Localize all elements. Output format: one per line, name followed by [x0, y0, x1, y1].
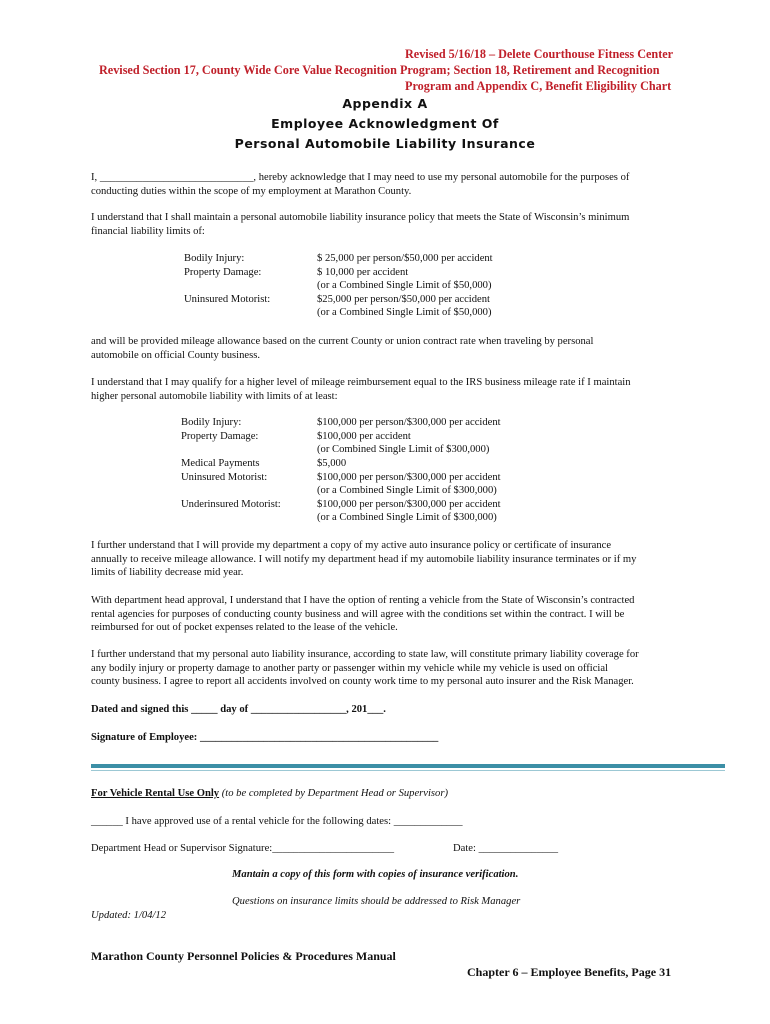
- paragraph-line: annually to receive mileage allowance. I will notify my department head if my automobile liability insurance terminates or if my: [91, 553, 637, 565]
- dated-signed-line[interactable]: Dated and signed this _____ day of __________________, 201___.: [91, 704, 386, 715]
- paragraph-line: I understand that I shall maintain a personal automobile liability insurance policy that meets the State of Wisconsin’s minimum: [91, 212, 630, 223]
- min-bodily-injury-label: Bodily Injury:: [184, 253, 245, 264]
- revision-line-3: Program and Appendix C, Benefit Eligibility Chart: [405, 79, 672, 93]
- high-uninsured-note: (or a Combined Single Limit of $300,000): [317, 485, 497, 496]
- min-uninsured-label: Uninsured Motorist:: [184, 294, 271, 305]
- high-bodily-injury-label: Bodily Injury:: [181, 417, 242, 428]
- high-medical-payments-value: $5,000: [317, 458, 347, 469]
- paragraph-line: I, _____________________________, hereby acknowledge that I may need to use my personal automobile for the purposes of: [91, 172, 630, 183]
- section-divider-shadow: [91, 770, 725, 771]
- paragraph-line: reimbursed for out of pocket expenses related to the lease of the vehicle.: [91, 622, 398, 634]
- primary-liability-paragraph: [91, 648, 691, 689]
- chapter-page: Chapter 6 – Employee Benefits, Page 31: [467, 965, 672, 979]
- questions-note: Questions on insurance limits should be addressed to Risk Manager: [232, 896, 521, 907]
- revision-line-2: Revised Section 17, County Wide Core Value Recognition Program; Section 18, Retirement and Recognition: [99, 63, 660, 77]
- higher-reimbursement-paragraph: [91, 376, 691, 403]
- supervisor-date-line[interactable]: Date: _______________: [453, 843, 559, 854]
- manual-title: Marathon County Personnel Policies & Procedures Manual: [91, 949, 396, 963]
- maintain-copy-note: Mantain a copy of this form with copies of insurance verification.: [232, 869, 519, 880]
- minimum-limits-paragraph: [91, 211, 691, 238]
- high-underinsured-label: Underinsured Motorist:: [181, 499, 281, 510]
- appendix-title: Appendix A: [342, 96, 428, 111]
- min-uninsured-value: $25,000 per person/$50,000 per accident: [317, 294, 490, 305]
- min-property-damage-note: (or a Combined Single Limit of $50,000): [317, 280, 492, 291]
- paragraph-line: automobile on official County business.: [91, 349, 260, 361]
- high-property-damage-note: (or Combined Single Limit of $300,000): [317, 444, 490, 455]
- insurance-copy-paragraph: [91, 539, 691, 580]
- document-title-line-2: Personal Automobile Liability Insurance: [234, 136, 536, 151]
- section-divider: [91, 764, 725, 768]
- high-property-damage-value: $100,000 per accident: [317, 431, 411, 442]
- acknowledgment-paragraph: [91, 171, 691, 198]
- rental-option-paragraph: [91, 594, 691, 635]
- paragraph-line: rental agencies for purposes of conducting county business and will agree with the conditions set within the contract. I will be: [91, 608, 625, 620]
- rental-heading-line: [91, 787, 691, 801]
- supervisor-signature-line[interactable]: Department Head or Supervisor Signature:_______________________: [91, 843, 395, 854]
- employee-signature-line[interactable]: Signature of Employee: _____________________________________________: [91, 732, 439, 743]
- paragraph-line: I further understand that my personal auto liability insurance, according to state law, will constitute primary liability coverage for: [91, 649, 639, 660]
- paragraph-line: and will be provided mileage allowance based on the current County or union contract rate when traveling by personal: [91, 336, 594, 347]
- high-medical-payments-label: Medical Payments: [181, 458, 260, 469]
- min-property-damage-value: $ 10,000 per accident: [317, 267, 409, 278]
- paragraph-line: I further understand that I will provide my department a copy of my active auto insurance policy or certificate of insurance: [91, 540, 612, 551]
- paragraph-line: county business. I agree to report all accidents involved on county work time to my personal auto insurer and the Risk Manager.: [91, 676, 634, 688]
- high-property-damage-label: Property Damage:: [181, 431, 259, 442]
- paragraph-line: higher personal automobile liability with limits of at least:: [91, 390, 338, 402]
- paragraph-line: conducting duties within the scope of my employment at Marathon County.: [91, 185, 412, 197]
- min-uninsured-note: (or a Combined Single Limit of $50,000): [317, 307, 492, 318]
- paragraph-line: I understand that I may qualify for a higher level of mileage reimbursement equal to the IRS business mileage rate if I maintain: [91, 377, 631, 388]
- paragraph-line: financial liability limits of:: [91, 225, 205, 237]
- high-bodily-injury-value: $100,000 per person/$300,000 per accident: [317, 417, 501, 428]
- paragraph-line: With department head approval, I understand that I have the option of renting a vehicle from the State of Wisconsin’s contracted: [91, 595, 635, 606]
- min-bodily-injury-value: $ 25,000 per person/$50,000 per accident: [317, 253, 493, 264]
- high-uninsured-label: Uninsured Motorist:: [181, 472, 268, 483]
- min-property-damage-label: Property Damage:: [184, 267, 262, 278]
- mileage-allowance-paragraph: [91, 335, 691, 362]
- revision-line-1: Revised 5/16/18 – Delete Courthouse Fitness Center: [405, 47, 674, 61]
- paragraph-line: any bodily injury or property damage to another party or passenger within my vehicle while my vehicle is used on official: [91, 662, 608, 674]
- rental-heading-note: (to be completed by Department Head or Supervisor): [219, 788, 448, 799]
- high-underinsured-value: $100,000 per person/$300,000 per accident: [317, 499, 501, 510]
- document-title-line-1: Employee Acknowledgment Of: [271, 116, 499, 131]
- paragraph-line: limits of liability decrease mid year.: [91, 567, 244, 579]
- high-underinsured-note: (or a Combined Single Limit of $300,000): [317, 512, 497, 523]
- high-uninsured-value: $100,000 per person/$300,000 per accident: [317, 472, 501, 483]
- updated-date: Updated: 1/04/12: [91, 910, 167, 921]
- rental-heading: For Vehicle Rental Use Only: [91, 788, 220, 799]
- rental-approval-line[interactable]: ______ I have approved use of a rental vehicle for the following dates: _____________: [91, 816, 463, 827]
